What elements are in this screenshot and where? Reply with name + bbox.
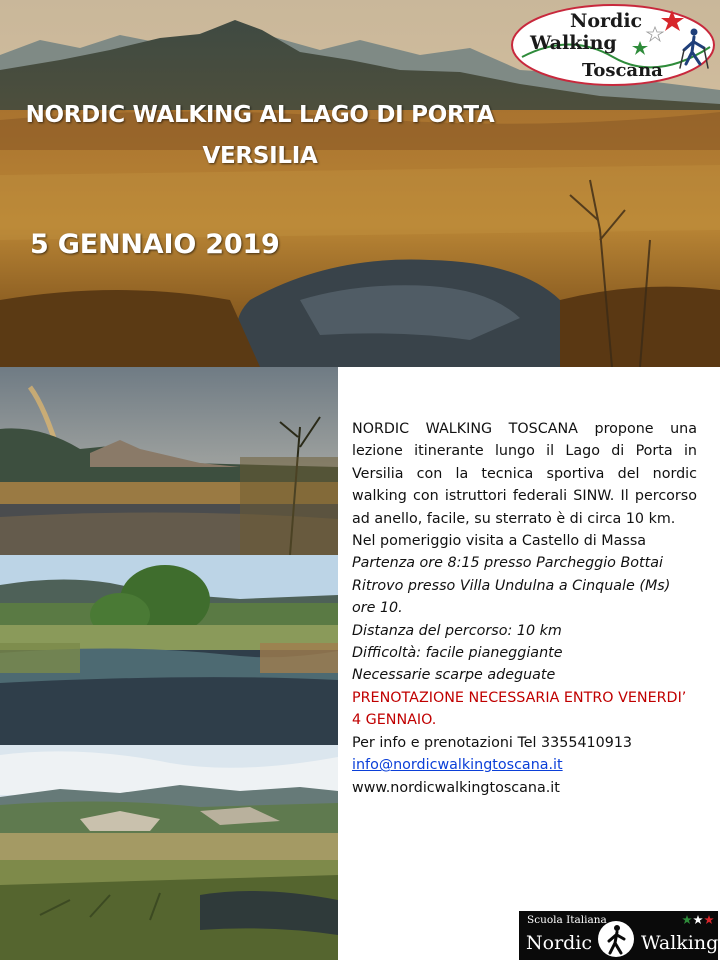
difficulty: Difficoltà: facile pianeggiante xyxy=(352,645,563,662)
photo-rainbow-lake xyxy=(0,367,338,555)
logo-school-text: Scuola Italiana xyxy=(527,914,607,926)
logo-text-toscana: Toscana xyxy=(582,60,663,81)
logo-word-walking: Walking xyxy=(641,932,719,954)
intro-paragraph: NORDIC WALKING TOSCANA propone una lezione itinerante lungo il Lago di Porta in Versilia con la tecnica sportiva del nordic walking con istruttori federali SINW. Il percorso ad anello, facile, su sterrato è di circa 10 km. xyxy=(352,421,697,527)
email-link[interactable]: info@nordicwalkingtoscana.it xyxy=(352,757,563,774)
shoes-required: Necessarie scarpe adeguate xyxy=(352,667,556,684)
nordic-walking-toscana-logo xyxy=(510,2,716,88)
tricolor-stars-icon xyxy=(682,914,716,926)
photo-river-trees xyxy=(0,555,338,745)
event-title-line2: VERSILIA xyxy=(202,143,318,169)
hero-banner xyxy=(0,0,720,367)
booking-notice: PRENOTAZIONE NECESSARIA ENTRO VENERDI’ 4 GENNAIO. xyxy=(352,689,687,729)
logo-word-nordic: Nordic xyxy=(526,932,593,954)
scuola-italiana-nordic-walking-logo xyxy=(519,911,718,960)
event-date: 5 GENNAIO 2019 xyxy=(30,229,280,260)
meeting-point: Ritrovo presso Villa Undulna a Cinquale (Ms) ore 10. xyxy=(352,577,671,617)
website-url: www.nordicwalkingtoscana.it xyxy=(352,779,560,796)
photo-hills-marsh xyxy=(0,745,338,960)
afternoon-visit: Nel pomeriggio visita a Castello di Massa xyxy=(352,533,647,550)
route-distance: Distanza del percorso: 10 km xyxy=(352,622,562,639)
event-title-line1: NORDIC WALKING AL LAGO DI PORTA xyxy=(25,102,495,128)
event-description xyxy=(352,418,697,799)
walker-figure-icon xyxy=(596,919,636,959)
departure-info: Partenza ore 8:15 presso Parcheggio Bottai xyxy=(352,555,663,572)
logo-text-walking: Walking xyxy=(530,32,617,54)
logo-text-nordic: Nordic xyxy=(570,10,643,32)
contact-phone: Per info e prenotazioni Tel 3355410913 xyxy=(352,734,633,751)
